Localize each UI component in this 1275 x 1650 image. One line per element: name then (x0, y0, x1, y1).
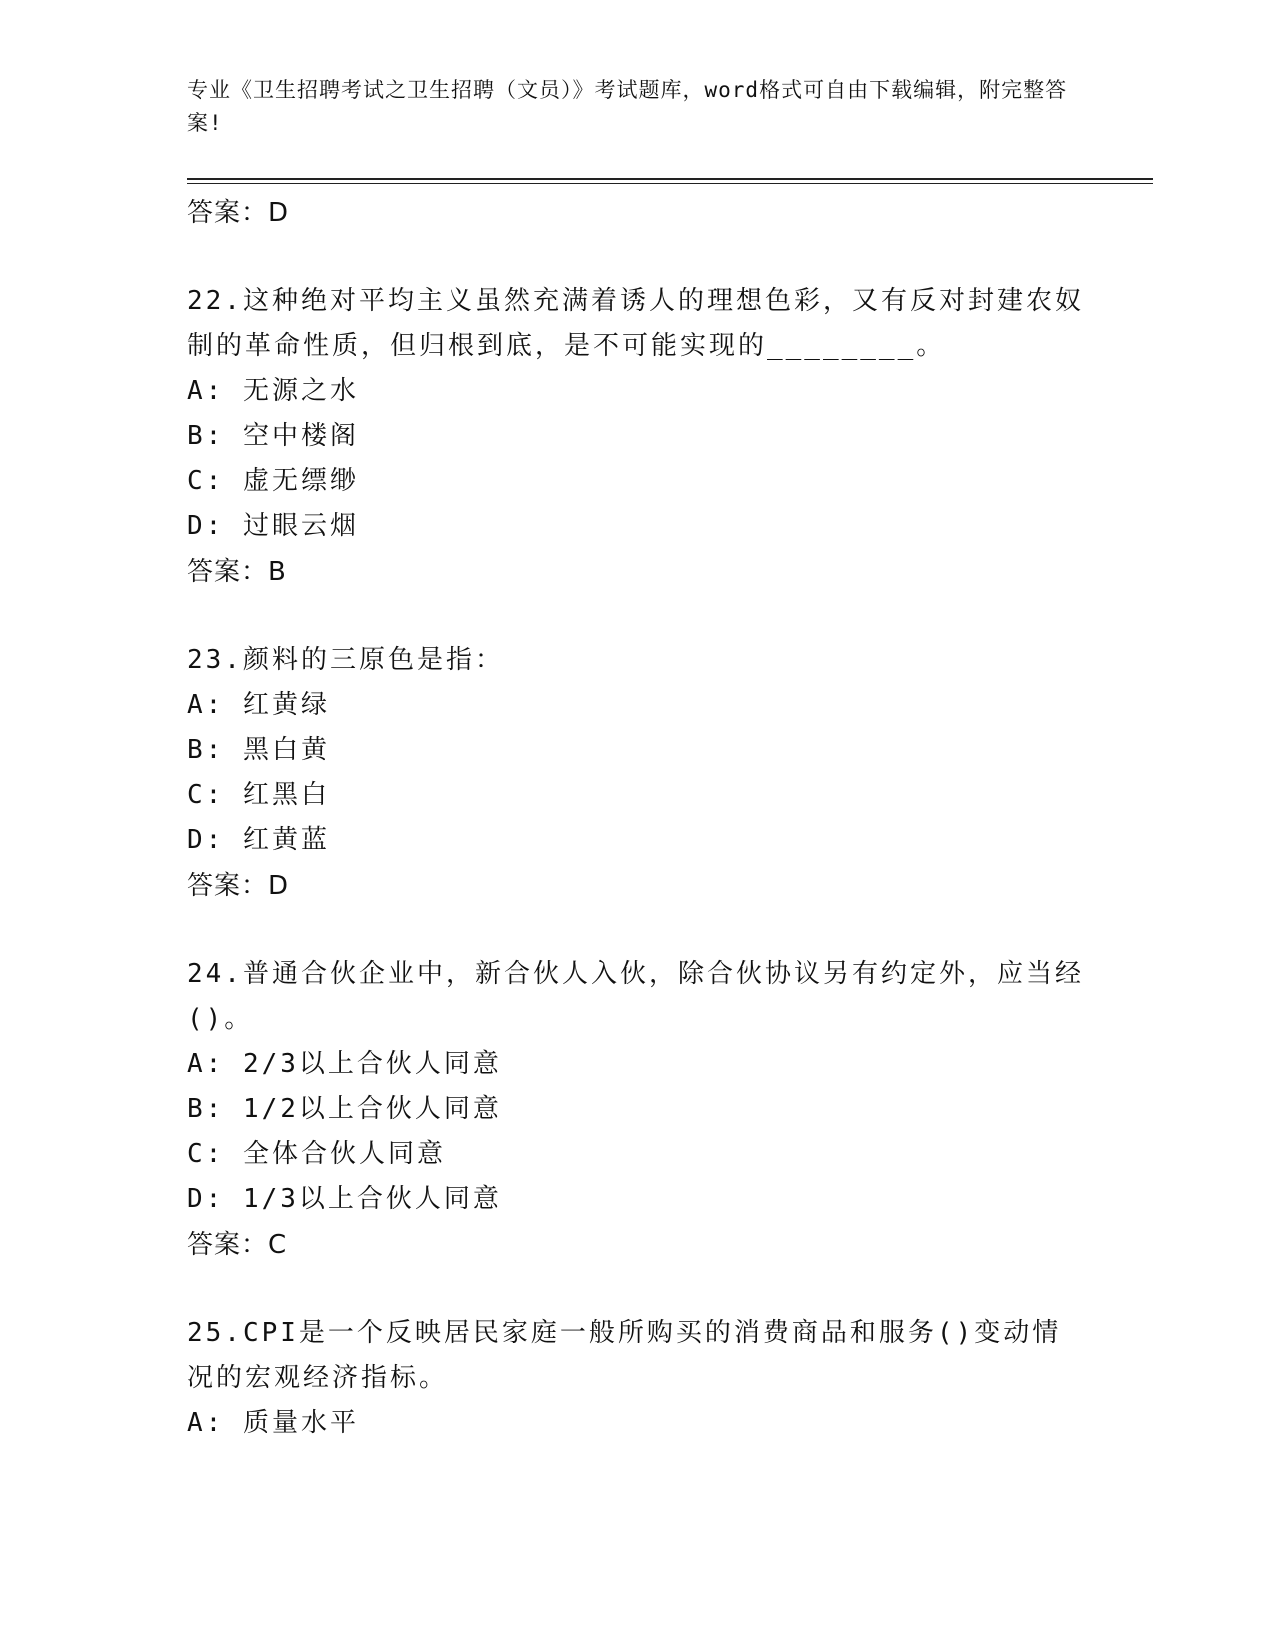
question-block-23 (187, 638, 1087, 909)
option-c: C: 虚无缥缈 (187, 466, 359, 496)
question-list (187, 190, 1087, 1446)
option-c: C: 红黑白 (187, 780, 330, 810)
option-d: D: 1/3以上合伙人同意 (187, 1184, 502, 1214)
header-divider (187, 178, 1153, 180)
question-text: 22.这种绝对平均主义虽然充满着诱人的理想色彩，又有反对封建农奴制的革命性质，但归根到底，是不可能实现的________。 (187, 286, 1084, 361)
question-block-25 (187, 1311, 1087, 1446)
question-text: 25.CPI是一个反映居民家庭一般所购买的消费商品和服务()变动情况的宏观经济指标。 (187, 1318, 1062, 1393)
option-d: D: 红黄蓝 (187, 825, 330, 855)
question-text: 23.颜料的三原色是指： (187, 645, 504, 675)
answer: 答案：D (187, 871, 290, 901)
option-b: B: 空中楼阁 (187, 421, 359, 451)
option-b: B: 黑白黄 (187, 735, 330, 765)
option-a: A: 质量水平 (187, 1408, 359, 1438)
answer: 答案：C (187, 1230, 288, 1260)
document-header: 专业《卫生招聘考试之卫生招聘（文员）》考试题库，word格式可自由下载编辑，附完整答案! (187, 78, 1068, 135)
option-a: A: 2/3以上合伙人同意 (187, 1049, 502, 1079)
previous-answer: 答案：D (187, 198, 290, 228)
option-c: C: 全体合伙人同意 (187, 1139, 446, 1169)
option-d: D: 过眼云烟 (187, 511, 359, 541)
option-a: A: 无源之水 (187, 376, 359, 406)
question-text: 24.普通合伙企业中，新合伙人入伙，除合伙协议另有约定外，应当经()。 (187, 959, 1084, 1034)
option-b: B: 1/2以上合伙人同意 (187, 1094, 502, 1124)
header-divider-thin (187, 183, 1153, 184)
question-block-22 (187, 279, 1087, 595)
answer: 答案：B (187, 557, 287, 587)
question-block-24 (187, 952, 1087, 1268)
option-a: A: 红黄绿 (187, 690, 330, 720)
